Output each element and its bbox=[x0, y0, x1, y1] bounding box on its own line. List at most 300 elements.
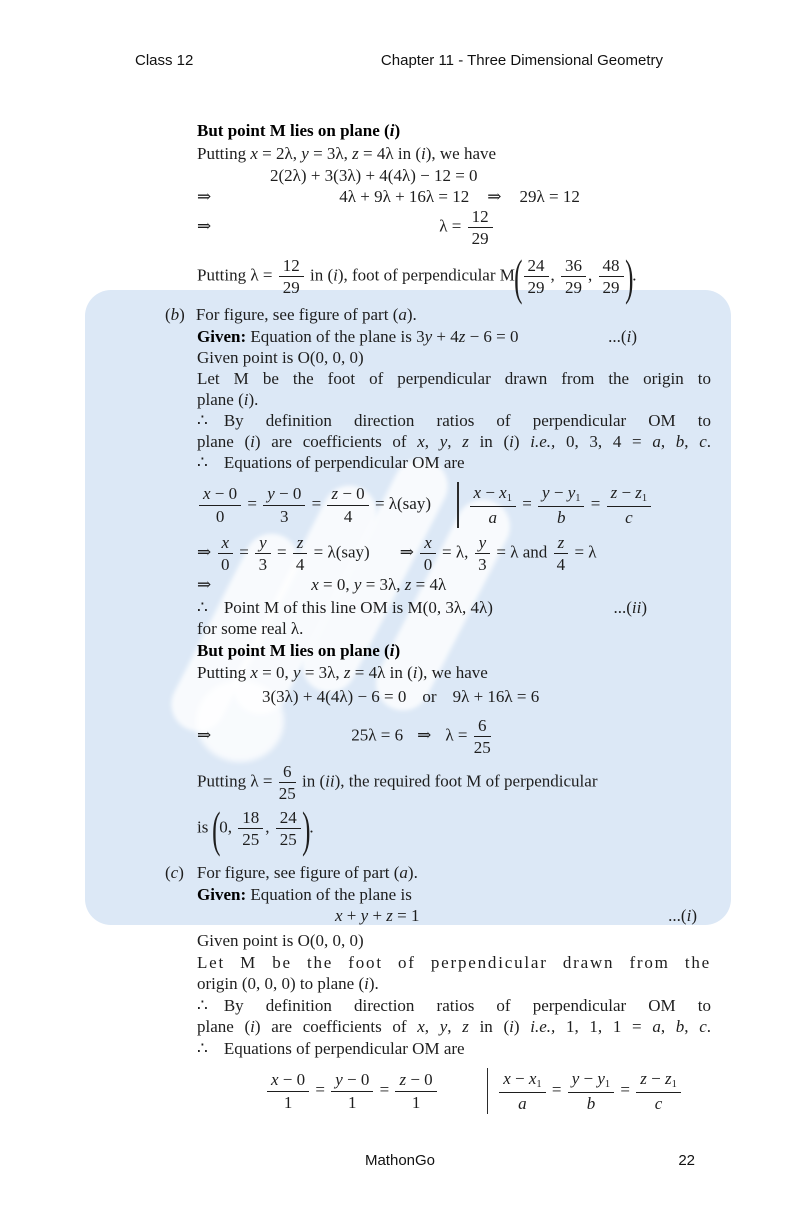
numerator bbox=[524, 256, 549, 277]
text-run: 0, bbox=[219, 817, 237, 837]
text-run: By definition direction ratios of perpendicular OM to bbox=[223, 411, 711, 430]
text-run: = 0, bbox=[257, 663, 294, 682]
page-number: 22 bbox=[678, 1152, 695, 1169]
text-run: 24 bbox=[279, 808, 297, 827]
text-run: But point M lies on plane ( bbox=[197, 121, 390, 140]
text-run: 29 bbox=[602, 278, 620, 298]
text-run: Given: bbox=[197, 327, 247, 346]
text-run: , bbox=[588, 265, 597, 285]
text-run: = bbox=[235, 542, 254, 562]
text-run: 29λ = 12 bbox=[519, 187, 580, 206]
spacer bbox=[208, 612, 224, 613]
text-line bbox=[165, 1038, 711, 1059]
text-run: , bbox=[447, 432, 463, 451]
text-run: x bbox=[417, 432, 425, 451]
fraction bbox=[566, 1069, 616, 1113]
text-run: ) are coefficients of bbox=[254, 432, 418, 451]
denominator bbox=[395, 1092, 436, 1112]
text-run: y bbox=[424, 327, 433, 346]
text-run: z bbox=[404, 575, 412, 594]
numerator bbox=[607, 483, 652, 507]
text-run: 6 bbox=[477, 716, 487, 735]
text-run: ( bbox=[165, 305, 171, 324]
fraction bbox=[291, 533, 310, 574]
text-run: Equations of perpendicular OM are bbox=[223, 1039, 465, 1058]
denominator bbox=[470, 507, 516, 527]
text-run: , bbox=[424, 432, 440, 451]
text-run: 29 bbox=[282, 278, 300, 298]
text-run: − 0 bbox=[406, 1070, 433, 1090]
fraction bbox=[277, 256, 306, 297]
text-run: ), foot of perpendicular M bbox=[337, 265, 515, 285]
numerator bbox=[293, 533, 308, 554]
denominator bbox=[599, 277, 624, 297]
spacer bbox=[208, 1053, 224, 1054]
text-run: or bbox=[422, 687, 437, 706]
numerator bbox=[499, 1069, 545, 1093]
fraction bbox=[522, 256, 551, 297]
text-run: x bbox=[424, 533, 432, 552]
text-run: plane ( bbox=[197, 432, 251, 451]
text-run: 48 bbox=[602, 256, 620, 275]
text-run: ) bbox=[394, 121, 401, 140]
subscript: 1 bbox=[536, 1079, 542, 1091]
fraction bbox=[473, 533, 493, 574]
spacer bbox=[208, 1010, 224, 1011]
text-run: = λ(say) bbox=[309, 542, 370, 562]
numerator bbox=[561, 256, 586, 277]
text-run: Putting bbox=[197, 144, 251, 163]
text-run: − 0 bbox=[342, 1070, 370, 1090]
text-run: ) bbox=[691, 906, 697, 925]
numerator bbox=[238, 808, 263, 829]
text-line bbox=[165, 995, 711, 1016]
numerator bbox=[474, 716, 491, 737]
fraction bbox=[393, 1070, 438, 1111]
footer-brand: MathonGo bbox=[364, 1152, 436, 1169]
text-run: a bbox=[652, 1017, 661, 1036]
text-run: 1 bbox=[283, 1092, 293, 1112]
numerator bbox=[538, 483, 584, 507]
text-run: ∴ bbox=[197, 453, 208, 472]
text-run: ⇒ bbox=[197, 187, 212, 206]
class-label: Class 12 bbox=[135, 52, 194, 69]
text-line bbox=[165, 207, 711, 248]
text-run: z bbox=[664, 1069, 672, 1089]
text-run: λ = bbox=[439, 216, 466, 236]
text-run: ⇒ bbox=[399, 542, 419, 562]
text-run: 4 bbox=[556, 555, 566, 575]
text-run: − 0 bbox=[278, 1070, 306, 1090]
text-run: For figure, see figure of part ( bbox=[195, 305, 399, 324]
text-run: for some real λ. bbox=[197, 619, 304, 638]
text-line bbox=[165, 165, 711, 186]
fraction bbox=[634, 1069, 683, 1113]
text-run: x bbox=[417, 1017, 425, 1036]
text-run: ∴ bbox=[197, 1039, 208, 1058]
numerator bbox=[475, 533, 491, 554]
text-run: = λ bbox=[570, 542, 597, 562]
text-run: , bbox=[265, 817, 274, 837]
text-run: . bbox=[706, 1017, 712, 1036]
fraction bbox=[468, 483, 518, 527]
text-run: z bbox=[352, 144, 359, 163]
text-run: a bbox=[652, 432, 661, 451]
fraction bbox=[466, 207, 495, 248]
text-run: 1 bbox=[348, 1092, 357, 1112]
text-run: 4λ + 9λ + 16λ = 12 bbox=[339, 187, 470, 206]
denominator bbox=[199, 506, 241, 526]
numerator bbox=[267, 1070, 309, 1091]
spacer bbox=[431, 739, 445, 740]
text-run: ...( bbox=[608, 327, 627, 346]
text-run: z bbox=[331, 484, 339, 504]
text-line bbox=[165, 597, 711, 618]
text-run: 12 bbox=[282, 256, 300, 275]
text-run: z bbox=[640, 1069, 647, 1089]
numerator bbox=[420, 533, 436, 554]
text-run: ⇒ bbox=[197, 542, 216, 562]
text-run: ⇒ bbox=[197, 216, 212, 236]
fraction bbox=[605, 483, 654, 527]
text-run: y bbox=[267, 484, 275, 504]
text-run: y bbox=[478, 533, 487, 552]
denominator bbox=[238, 829, 263, 849]
denominator bbox=[331, 1092, 373, 1112]
text-run: + 4 bbox=[432, 327, 459, 346]
text-run: x bbox=[473, 483, 482, 503]
text-run: 1 bbox=[411, 1092, 421, 1112]
text-run: = 0, bbox=[318, 575, 354, 594]
text-run: in ( bbox=[468, 432, 510, 451]
text-run: ). bbox=[407, 863, 418, 882]
fraction bbox=[559, 256, 588, 297]
text-run: 25λ = 6 bbox=[351, 725, 404, 745]
numerator bbox=[395, 1070, 436, 1091]
text-run: 12 bbox=[471, 207, 489, 226]
text-run: Given point is O(0, 0, 0) bbox=[197, 348, 364, 367]
equation-ref bbox=[608, 326, 637, 347]
text-run: plane ( bbox=[197, 1017, 251, 1036]
text-run: z bbox=[343, 663, 351, 682]
text-run: c bbox=[170, 863, 179, 882]
text-run: , bbox=[550, 265, 560, 285]
text-run: 3 bbox=[258, 555, 268, 575]
text-run: ) bbox=[178, 863, 184, 882]
numerator bbox=[199, 484, 241, 505]
text-line bbox=[165, 884, 711, 905]
text-run: c bbox=[625, 507, 633, 527]
text-run: = bbox=[616, 1079, 635, 1099]
text-run: plane ( bbox=[197, 390, 244, 409]
text-line bbox=[165, 686, 711, 707]
text-line bbox=[165, 574, 711, 595]
text-line bbox=[165, 533, 711, 574]
text-run: 0 bbox=[215, 506, 225, 526]
text-line bbox=[165, 905, 711, 926]
text-run: = 4λ bbox=[411, 575, 447, 594]
text-run: ...( bbox=[668, 906, 687, 925]
text-run: = bbox=[586, 493, 605, 513]
denominator bbox=[554, 554, 569, 574]
denominator bbox=[568, 1093, 614, 1113]
text-run: = 2λ, bbox=[257, 144, 302, 163]
text-run: = λ, bbox=[437, 542, 473, 562]
spacer bbox=[406, 701, 422, 702]
text-run: = bbox=[272, 542, 291, 562]
text-run: i bbox=[626, 327, 632, 346]
numerator bbox=[263, 484, 305, 505]
denominator bbox=[218, 554, 234, 574]
fraction bbox=[253, 533, 273, 574]
text-run: − bbox=[617, 483, 636, 503]
fraction bbox=[236, 808, 265, 849]
text-run: 0 bbox=[221, 555, 230, 575]
numerator bbox=[327, 484, 368, 505]
text-run: = 3λ, bbox=[308, 144, 353, 163]
text-run: = bbox=[243, 493, 262, 513]
text-run: i bbox=[250, 432, 255, 451]
text-line bbox=[165, 120, 711, 141]
text-run: For figure, see figure of part ( bbox=[196, 863, 400, 882]
text-run: − 0 bbox=[210, 484, 238, 504]
denominator bbox=[474, 737, 491, 757]
text-run: ⇒ bbox=[197, 725, 212, 745]
text-run: ∴ bbox=[197, 411, 208, 430]
text-run: b bbox=[557, 507, 566, 527]
text-run: c bbox=[699, 432, 707, 451]
numerator bbox=[218, 533, 234, 554]
denominator bbox=[267, 1092, 309, 1112]
text-run: b bbox=[586, 1093, 596, 1113]
numerator bbox=[470, 483, 516, 507]
text-run: z bbox=[462, 432, 469, 451]
spacer bbox=[437, 701, 453, 702]
text-run: Putting bbox=[197, 663, 251, 682]
text-line bbox=[165, 1068, 711, 1114]
text-run: z bbox=[610, 483, 618, 503]
text-run: i bbox=[243, 390, 249, 409]
text-run: , bbox=[660, 1017, 676, 1036]
text-run: Putting λ = bbox=[197, 771, 277, 791]
numerator bbox=[279, 762, 296, 783]
text-run: − 0 bbox=[338, 484, 365, 504]
fraction bbox=[277, 762, 298, 803]
text-run: 0, 3, 4 = bbox=[555, 432, 653, 451]
text-run: . bbox=[706, 432, 712, 451]
denominator bbox=[293, 554, 308, 574]
fraction bbox=[197, 484, 243, 525]
denominator bbox=[276, 829, 301, 849]
text-run: + bbox=[368, 906, 387, 925]
text-line bbox=[165, 186, 711, 207]
text-run: ⇒ bbox=[487, 187, 502, 206]
spacer bbox=[469, 201, 487, 202]
text-run: i bbox=[421, 144, 426, 163]
text-run: y bbox=[542, 483, 550, 503]
text-run: ) bbox=[394, 641, 401, 660]
spacer bbox=[211, 230, 439, 231]
text-run: y bbox=[353, 575, 362, 594]
text-run: ). bbox=[406, 305, 417, 324]
text-run: x bbox=[250, 144, 258, 163]
text-line bbox=[165, 973, 711, 994]
text-line: is (0, $\frac{18}{25}$ , $\frac{24}{25}$ ). bbox=[197, 800, 314, 857]
text-run: c bbox=[699, 1017, 707, 1036]
text-line bbox=[165, 143, 711, 164]
text-run: is bbox=[197, 817, 213, 837]
text-run: x bbox=[503, 1069, 511, 1089]
text-run: = bbox=[311, 1079, 330, 1099]
denominator bbox=[475, 554, 491, 574]
text-run: . bbox=[309, 817, 314, 837]
text-run: By definition direction ratios of perpendicular OM to bbox=[223, 996, 711, 1015]
text-run: y bbox=[597, 1069, 605, 1089]
numerator bbox=[568, 1069, 614, 1093]
divider-bar bbox=[487, 1068, 489, 1114]
text-run: − bbox=[646, 1069, 665, 1089]
fraction bbox=[597, 256, 626, 297]
text-run: i.e., bbox=[530, 1017, 556, 1036]
fraction bbox=[274, 808, 303, 849]
text-run: x bbox=[203, 484, 211, 504]
text-run: i bbox=[509, 432, 514, 451]
text-run: ) bbox=[631, 327, 637, 346]
text-run: i bbox=[364, 974, 369, 993]
fraction bbox=[536, 483, 586, 527]
text-run: i bbox=[250, 1017, 255, 1036]
text-run: y bbox=[567, 483, 576, 503]
text-run: b bbox=[675, 1017, 685, 1036]
text-run: 4 bbox=[343, 506, 353, 526]
text-line bbox=[165, 640, 711, 661]
spacer bbox=[439, 1094, 487, 1095]
text-run: a bbox=[398, 305, 407, 324]
text-run: = 3λ, bbox=[300, 663, 344, 682]
text-run: , bbox=[684, 1017, 700, 1036]
denominator bbox=[468, 228, 493, 248]
text-run: ), we have bbox=[417, 663, 488, 682]
text-run: ...( bbox=[613, 598, 632, 617]
text-run: = λ(say) bbox=[370, 493, 432, 513]
text-run: 6 bbox=[282, 762, 292, 781]
text-run: z bbox=[557, 533, 565, 552]
text-run: 3(3λ) + 4(4λ) − 6 = 0 bbox=[262, 687, 407, 706]
text-line bbox=[165, 431, 711, 452]
text-run: 9λ + 16λ = 6 bbox=[452, 687, 540, 706]
text-run: − bbox=[481, 483, 500, 503]
text-run: − bbox=[579, 1069, 598, 1089]
text-run: Equation of the plane is 3 bbox=[246, 327, 425, 346]
spacer bbox=[208, 467, 224, 468]
text-run: 2(2λ) + 3(3λ) + 4(4λ) − 12 = 0 bbox=[270, 166, 478, 185]
spacer bbox=[431, 508, 457, 509]
text-run: origin (0, 0, 0) to plane ( bbox=[197, 974, 365, 993]
numerator bbox=[554, 533, 569, 554]
numerator bbox=[331, 1070, 373, 1091]
text-run: x bbox=[528, 1069, 537, 1089]
text-run: y bbox=[439, 432, 448, 451]
text-run: y bbox=[301, 144, 309, 163]
text-run: Point M of this line OM is M(0, 3λ, 4λ) bbox=[223, 598, 493, 617]
text-run: ∴ bbox=[197, 996, 208, 1015]
text-run: Equation of the plane is bbox=[246, 885, 412, 904]
text-run: ). bbox=[248, 390, 259, 409]
text-run: y bbox=[259, 533, 267, 552]
text-run: z bbox=[399, 1070, 407, 1090]
denominator bbox=[279, 783, 296, 803]
text-line bbox=[165, 1016, 711, 1037]
denominator bbox=[263, 506, 305, 526]
text-run: a bbox=[488, 507, 497, 527]
text-run: in ( bbox=[305, 265, 334, 285]
text-line bbox=[165, 662, 711, 683]
text-run: 24 bbox=[527, 256, 545, 275]
text-run: x bbox=[271, 1070, 279, 1090]
text-run: = 1 bbox=[392, 906, 420, 925]
text-line bbox=[165, 452, 711, 473]
text-run: x bbox=[311, 575, 319, 594]
numerator bbox=[599, 256, 624, 277]
spacer bbox=[185, 319, 196, 320]
spacer bbox=[208, 425, 224, 426]
text-run: x bbox=[221, 533, 230, 552]
text-run: 3 bbox=[280, 506, 289, 526]
text-run: in ( bbox=[297, 771, 326, 791]
fraction bbox=[418, 533, 438, 574]
text-run: Given: bbox=[197, 885, 247, 904]
text-run: ( bbox=[165, 863, 171, 882]
text-run: ) bbox=[513, 1017, 531, 1036]
text-run: z bbox=[462, 1017, 469, 1036]
denominator bbox=[420, 554, 436, 574]
text-run: = bbox=[307, 493, 326, 513]
text-run: ), the required foot M of perpendicular bbox=[334, 771, 598, 791]
text-run: ), we have bbox=[425, 144, 497, 163]
denominator bbox=[561, 277, 586, 297]
spacer bbox=[502, 201, 520, 202]
text-run: c bbox=[654, 1093, 663, 1113]
numerator bbox=[468, 207, 493, 228]
text-run: ii bbox=[631, 598, 642, 617]
text-run: i bbox=[333, 265, 338, 285]
text-run: y bbox=[360, 906, 369, 925]
text-run: 25 bbox=[473, 738, 491, 758]
text-run: ) bbox=[179, 305, 185, 324]
text-run: x bbox=[499, 483, 507, 503]
text-run: − bbox=[549, 483, 568, 503]
spacer bbox=[403, 739, 417, 740]
denominator bbox=[499, 1093, 545, 1113]
denominator bbox=[524, 277, 549, 297]
text-run: z bbox=[458, 327, 466, 346]
text-run: Let M be the foot of perpendicular drawn from the origin to bbox=[197, 369, 711, 388]
text-run: ) bbox=[641, 598, 647, 617]
text-run: z bbox=[635, 483, 642, 503]
text-run: Equations of perpendicular OM are bbox=[223, 453, 465, 472]
text-run: = bbox=[547, 1079, 566, 1099]
chapter-title: Chapter 11 - Three Dimensional Geometry bbox=[380, 52, 663, 69]
subscript: 1 bbox=[506, 493, 512, 505]
spacer bbox=[211, 739, 351, 740]
text-run: 25 bbox=[242, 830, 260, 850]
numerator bbox=[636, 1069, 681, 1093]
fraction bbox=[552, 533, 571, 574]
text-run: . bbox=[632, 265, 637, 285]
text-run: 29 bbox=[565, 278, 583, 298]
text-line bbox=[165, 482, 711, 528]
text-run: ii bbox=[325, 771, 335, 791]
